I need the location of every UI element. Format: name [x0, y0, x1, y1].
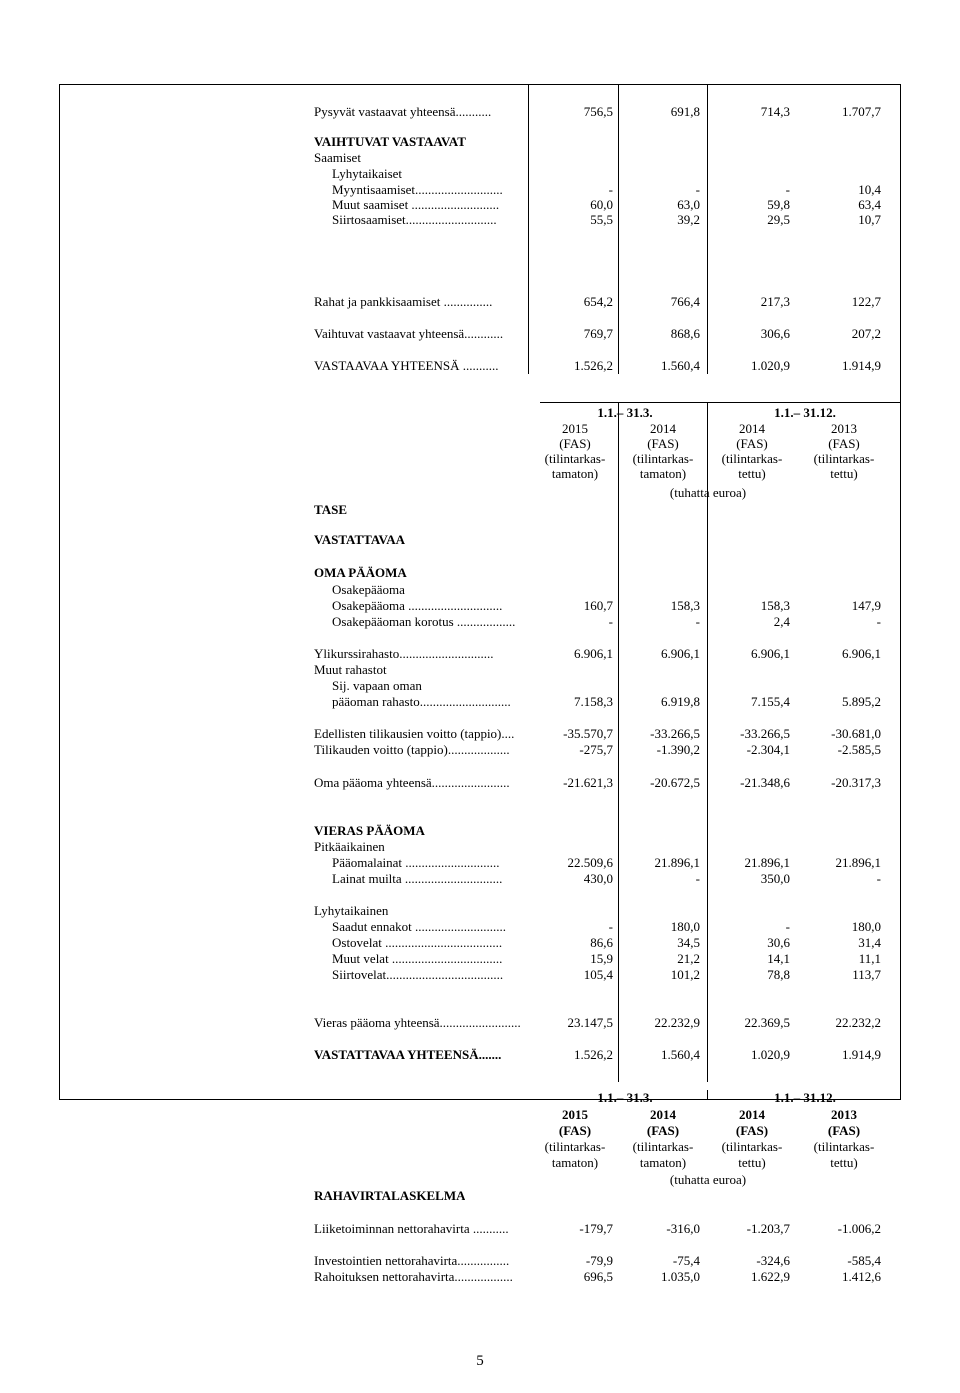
fas-header: (FAS) [827, 1123, 861, 1138]
table-row [0, 662, 960, 677]
audit-header: (tilintarkas- [813, 451, 875, 466]
audit-header: (tilintarkas- [813, 1139, 875, 1154]
year-header: 2015 [562, 1107, 588, 1122]
cell-value: -585,4 [847, 1253, 881, 1268]
table-row [0, 197, 960, 212]
cell-value: 21.896,1 [654, 855, 700, 870]
cell-value: - [785, 919, 790, 934]
cell-value: 113,7 [852, 967, 881, 982]
table-row [0, 951, 960, 966]
cell-value: 1.526,2 [574, 1047, 613, 1062]
cell-value: 756,5 [583, 104, 613, 119]
cell-value: 217,3 [760, 294, 790, 309]
row-label: Osakepääoman korotus .................. [332, 614, 516, 629]
table-row [0, 967, 960, 982]
cell-value: -179,7 [579, 1221, 613, 1236]
row-label: Lyhytaikaiset [332, 166, 403, 181]
row-label: Pääomalainat ............................. [332, 855, 500, 870]
audit-header: tettu) [830, 1155, 858, 1170]
cell-value: 1.020,9 [751, 358, 790, 373]
row-label: Muut saamiset ........................... [332, 197, 500, 212]
fas-header: (FAS) [559, 436, 591, 451]
tase-section: VASTATTAVAA [314, 532, 406, 547]
audit-header: tettu) [830, 466, 858, 481]
cell-value: 306,6 [760, 326, 790, 341]
row-label: Saadut ennakot ............................ [332, 919, 507, 934]
cell-value: 59,8 [767, 197, 790, 212]
cell-value: 766,4 [670, 294, 700, 309]
table-row [0, 935, 960, 950]
audit-header: tamaton) [551, 1155, 599, 1170]
cell-value: 63,0 [677, 197, 700, 212]
cell-value: 1.526,2 [574, 358, 613, 373]
cell-value: 180,0 [670, 919, 700, 934]
cell-value: 10,7 [858, 212, 881, 227]
cell-value: 1.560,4 [661, 1047, 700, 1062]
period-header-1: 1.1.– 31.3. [597, 405, 653, 420]
cell-value: 22.509,6 [567, 855, 613, 870]
cell-value: -21.348,6 [740, 775, 790, 790]
cell-value: 63,4 [858, 197, 881, 212]
cell-value: -324,6 [756, 1253, 790, 1268]
cell-value: - [695, 182, 700, 197]
row-label: Myyntisaamiset........................... [332, 182, 503, 197]
audit-header: (tilintarkas- [544, 1139, 606, 1154]
table-row [0, 742, 960, 757]
row-label: Lyhytaikainen [314, 903, 389, 918]
row-label: VASTATTAVAA YHTEENSÄ....... [314, 1047, 502, 1062]
cell-value: 34,5 [677, 935, 700, 950]
audit-header: (tilintarkas- [721, 1139, 783, 1154]
audit-header: (tilintarkas- [544, 451, 606, 466]
cell-value: 7.158,3 [574, 694, 613, 709]
table-row [0, 1221, 960, 1236]
cell-value: 1.622,9 [751, 1269, 790, 1284]
cell-value: 22.232,9 [654, 1015, 700, 1030]
table-row [0, 104, 960, 119]
cell-value: 5.895,2 [842, 694, 881, 709]
audit-header: tamaton) [551, 466, 599, 481]
cell-value: 55,5 [590, 212, 613, 227]
cell-value: 30,6 [767, 935, 790, 950]
year-header: 2014 [739, 1107, 765, 1122]
fas-header: (FAS) [828, 436, 860, 451]
year-header: 2013 [831, 421, 857, 436]
cell-value: - [608, 919, 613, 934]
cell-value: -33.266,5 [650, 726, 700, 741]
table-row [0, 694, 960, 709]
cell-value: 23.147,5 [567, 1015, 613, 1030]
year-header: 2015 [562, 421, 588, 436]
period-header-1: 1.1.– 31.3. [597, 1090, 653, 1105]
cell-value: -1.006,2 [837, 1221, 881, 1236]
cell-value: 207,2 [851, 326, 881, 341]
row-label: Muut velat .................................. [332, 951, 503, 966]
table-row [0, 598, 960, 613]
table-row [0, 1269, 960, 1284]
cell-value: 6.906,1 [842, 646, 881, 661]
cell-value: -79,9 [585, 1253, 613, 1268]
table-row [0, 903, 960, 918]
cell-value: 1.560,4 [661, 358, 700, 373]
cell-value: -2.304,1 [746, 742, 790, 757]
cell-value: 654,2 [583, 294, 613, 309]
cell-value: 10,4 [858, 182, 881, 197]
cell-value: 22.369,5 [744, 1015, 790, 1030]
table-row [0, 182, 960, 197]
cell-value: 769,7 [583, 326, 613, 341]
fas-header: (FAS) [646, 1123, 680, 1138]
table-row [0, 326, 960, 341]
cell-value: 86,6 [590, 935, 613, 950]
row-label: Vieras pääoma yhteensä......................... [314, 1015, 521, 1030]
cell-value: 1.914,9 [842, 1047, 881, 1062]
cell-value: 160,7 [583, 598, 613, 613]
row-label: Saamiset [314, 150, 361, 165]
period-header-2: 1.1.– 31.12. [774, 1090, 836, 1105]
cell-value: -75,4 [672, 1253, 700, 1268]
table-row [0, 565, 960, 580]
table-row [0, 1047, 960, 1062]
cell-value: 1.914,9 [842, 358, 881, 373]
audit-header: tettu) [738, 1155, 766, 1170]
cell-value: - [608, 182, 613, 197]
cell-value: 39,2 [677, 212, 700, 227]
audit-header: (tilintarkas- [632, 451, 694, 466]
cell-value: 6.906,1 [661, 646, 700, 661]
cell-value: 29,5 [767, 212, 790, 227]
cell-value: 6.906,1 [751, 646, 790, 661]
year-header: 2014 [650, 421, 676, 436]
row-label: Ylikurssirahasto............................. [314, 646, 494, 661]
row-label: Siirtosaamiset............................ [332, 212, 497, 227]
row-label: Vaihtuvat vastaavat yhteensä............ [314, 326, 504, 341]
cell-value: - [876, 871, 881, 886]
audit-header: tamaton) [639, 1155, 687, 1170]
cell-value: -33.266,5 [740, 726, 790, 741]
table-row [0, 294, 960, 309]
audit-header: (tilintarkas- [721, 451, 783, 466]
table-row [0, 134, 960, 149]
cell-value: -20.317,3 [831, 775, 881, 790]
row-label: Pysyvät vastaavat yhteensä........... [314, 104, 492, 119]
cell-value: 78,8 [767, 967, 790, 982]
table-row [0, 726, 960, 741]
row-label: Osakepääoma [332, 582, 405, 597]
cell-value: 691,8 [670, 104, 700, 119]
row-label: Tilikauden voitto (tappio)................... [314, 742, 510, 757]
cell-value: 21.896,1 [744, 855, 790, 870]
table-row [0, 646, 960, 661]
unit-header: (tuhatta euroa) [669, 1172, 747, 1187]
audit-header: tamaton) [639, 466, 687, 481]
row-label: VAIHTUVAT VASTAAVAT [314, 134, 466, 149]
row-label: Liiketoiminnan nettorahavirta ........... [314, 1221, 509, 1236]
cell-value: - [608, 614, 613, 629]
cell-value: 158,3 [670, 598, 700, 613]
cashflow-title: RAHAVIRTALASKELMA [314, 1188, 466, 1203]
cell-value: - [695, 614, 700, 629]
audit-header: (tilintarkas- [632, 1139, 694, 1154]
table-row [0, 1253, 960, 1268]
table-row [0, 358, 960, 373]
cell-value: 868,6 [670, 326, 700, 341]
year-header: 2014 [739, 421, 765, 436]
row-label: Edellisten tilikausien voitto (tappio).... [314, 726, 515, 741]
cell-value: 430,0 [583, 871, 613, 886]
row-label: VASTAAVAA YHTEENSÄ ........... [314, 358, 499, 373]
fas-header: (FAS) [647, 436, 679, 451]
cell-value: -1.203,7 [746, 1221, 790, 1236]
row-label: Oma pääoma yhteensä........................ [314, 775, 510, 790]
cell-value: 6.919,8 [661, 694, 700, 709]
header-rule [540, 402, 900, 403]
cell-value: 21,2 [677, 951, 700, 966]
cell-value: 101,2 [670, 967, 700, 982]
cell-value: 22.232,2 [835, 1015, 881, 1030]
cell-value: 714,3 [760, 104, 790, 119]
cell-value: 350,0 [760, 871, 790, 886]
cell-value: -21.621,3 [563, 775, 613, 790]
row-label: OMA PÄÄOMA [314, 565, 407, 580]
cell-value: 2,4 [773, 614, 790, 629]
table-row [0, 678, 960, 693]
cell-value: -35.570,7 [563, 726, 613, 741]
cell-value: 1.035,0 [661, 1269, 700, 1284]
cell-value: -275,7 [579, 742, 613, 757]
table-row [0, 1015, 960, 1030]
table-row [0, 855, 960, 870]
cell-value: 105,4 [583, 967, 613, 982]
cell-value: 180,0 [851, 919, 881, 934]
row-label: Ostovelat .................................... [332, 935, 503, 950]
cell-value: 1.412,6 [842, 1269, 881, 1284]
table-row [0, 871, 960, 886]
cell-value: -1.390,2 [656, 742, 700, 757]
cell-value: 1.707,7 [842, 104, 881, 119]
row-label: pääoman rahasto............................ [332, 694, 511, 709]
table-row [0, 582, 960, 597]
cell-value: 21.896,1 [835, 855, 881, 870]
row-label: Rahoituksen nettorahavirta.................. [314, 1269, 513, 1284]
table-row [0, 839, 960, 854]
table-row [0, 823, 960, 838]
year-header: 2014 [650, 1107, 676, 1122]
row-label: Pitkäaikainen [314, 839, 385, 854]
period-header-2: 1.1.– 31.12. [774, 405, 836, 420]
row-label: Investointien nettorahavirta................ [314, 1253, 510, 1268]
cell-value: - [785, 182, 790, 197]
table-row [0, 775, 960, 790]
row-label: Rahat ja pankkisaamiset ............... [314, 294, 493, 309]
row-label: Osakepääoma ............................. [332, 598, 503, 613]
fas-header: (FAS) [558, 1123, 592, 1138]
cell-value: -20.672,5 [650, 775, 700, 790]
table-row [0, 150, 960, 165]
row-label: Lainat muilta .............................. [332, 871, 503, 886]
cell-value: 696,5 [583, 1269, 613, 1284]
cell-value: - [695, 871, 700, 886]
cell-value: 6.906,1 [574, 646, 613, 661]
cell-value: 31,4 [858, 935, 881, 950]
cell-value: 11,1 [858, 951, 881, 966]
cell-value: 158,3 [760, 598, 790, 613]
cell-value: 15,9 [590, 951, 613, 966]
table-row [0, 614, 960, 629]
audit-header: tettu) [738, 466, 766, 481]
row-label: Muut rahastot [314, 662, 387, 677]
cell-value: -2.585,5 [837, 742, 881, 757]
unit-header: (tuhatta euroa) [669, 485, 747, 500]
table-row [0, 212, 960, 227]
table-row [0, 919, 960, 934]
row-label: Sij. vapaan oman [332, 678, 422, 693]
cell-value: - [876, 614, 881, 629]
year-header: 2013 [831, 1107, 857, 1122]
fas-header: (FAS) [736, 436, 768, 451]
cell-value: 60,0 [590, 197, 613, 212]
row-label: Siirtovelat.................................... [332, 967, 504, 982]
cell-value: 147,9 [851, 598, 881, 613]
cell-value: 7.155,4 [751, 694, 790, 709]
page-number: 5 [476, 1353, 484, 1369]
cell-value: 122,7 [851, 294, 881, 309]
tase-title: TASE [314, 502, 347, 517]
table-row [0, 166, 960, 181]
cell-value: 1.020,9 [751, 1047, 790, 1062]
row-label: VIERAS PÄÄOMA [314, 823, 425, 838]
cell-value: -30.681,0 [831, 726, 881, 741]
fas-header: (FAS) [735, 1123, 769, 1138]
cell-value: -316,0 [666, 1221, 700, 1236]
cell-value: 14,1 [767, 951, 790, 966]
